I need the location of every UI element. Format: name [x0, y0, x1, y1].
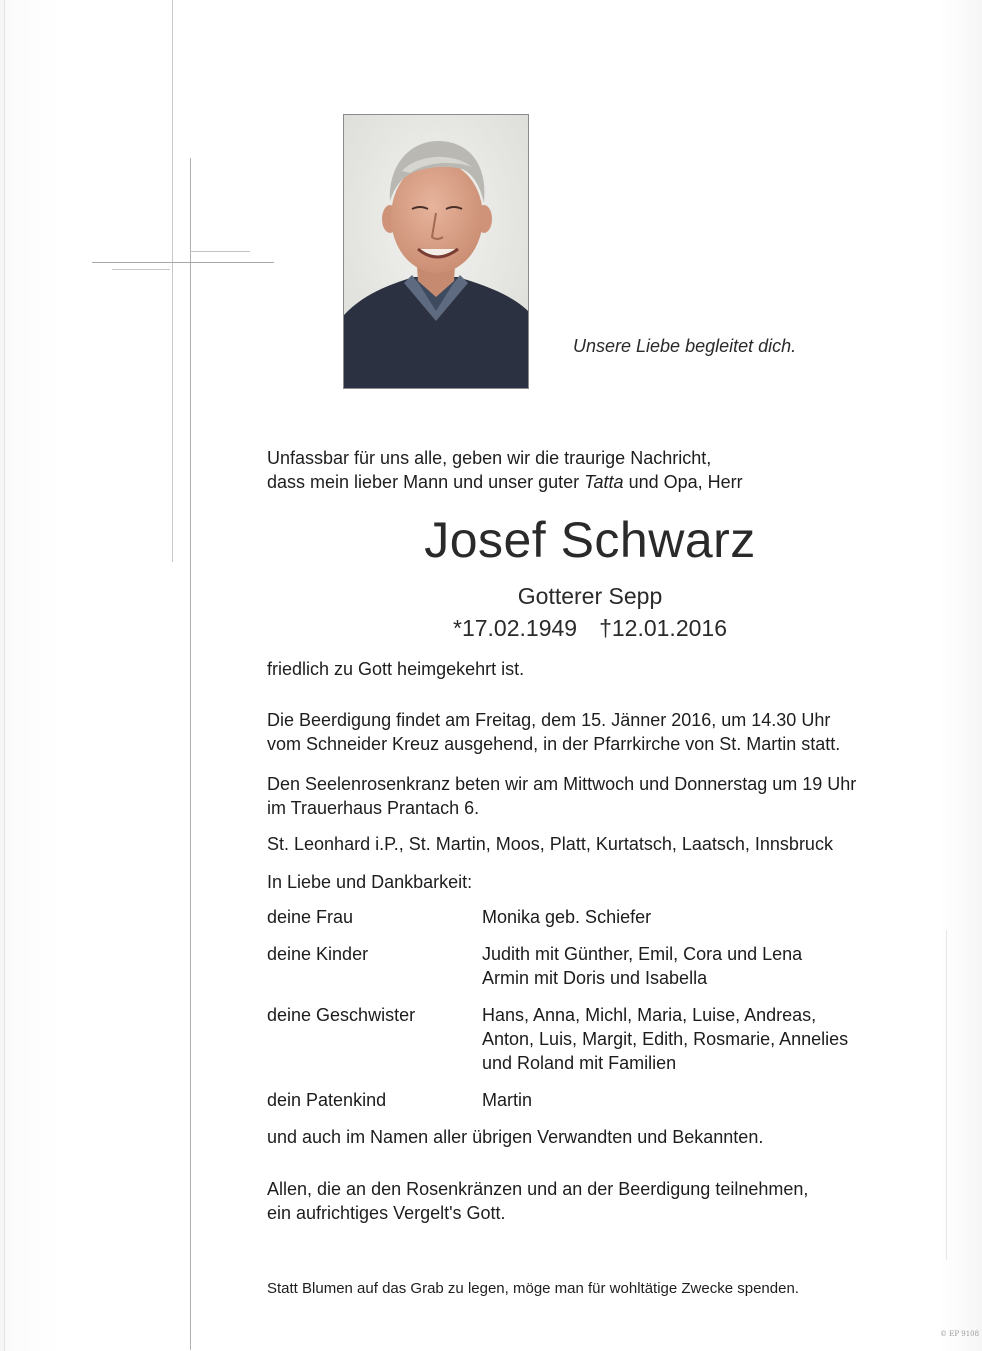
cross-vertical-line: [172, 0, 173, 562]
funeral-paragraph: [267, 708, 840, 756]
family-member-line: Martin: [482, 1090, 533, 1110]
family-member-line: Monika geb. Schiefer: [482, 907, 652, 927]
print-mark: © EP 9108: [940, 1330, 980, 1338]
funeral-line: vom Schneider Kreuz ausgehend, in der Pfarrkirche von St. Martin statt.: [267, 734, 841, 754]
family-member-line: Judith mit Günther, Emil, Cora und Lena: [482, 944, 803, 964]
intro-text: und Opa, Herr: [623, 472, 743, 492]
intro-text: dass mein lieber Mann und unser guter: [267, 472, 585, 492]
family-member-line: Anton, Luis, Margit, Edith, Rosmarie, Annelies: [482, 1029, 849, 1049]
family-label: deine Geschwister: [267, 1005, 416, 1025]
rosary-line: Den Seelenrosenkranz beten wir am Mittwoch und Donnerstag um 19 Uhr: [267, 774, 857, 794]
cross-horizontal-line-offset: [190, 251, 250, 252]
death-date: †12.01.2016: [599, 615, 727, 641]
thanks-line: Allen, die an den Rosenkränzen und an der Beerdigung teilnehmen,: [267, 1179, 809, 1199]
paper-edge-line-right: [946, 930, 947, 1260]
paper-edge-line: [4, 0, 5, 1351]
family-label: deine Frau: [267, 907, 354, 927]
deceased-portrait-photo: [343, 114, 529, 389]
intro-line: Unfassbar für uns alle, geben wir die traurige Nachricht,: [267, 448, 712, 468]
family-member-line: Armin mit Doris und Isabella: [482, 968, 708, 988]
places-list: St. Leonhard i.P., St. Martin, Moos, Platt, Kurtatsch, Laatsch, Innsbruck: [267, 834, 833, 854]
peaceful-text: friedlich zu Gott heimgekehrt ist.: [267, 659, 525, 679]
thanks-paragraph: [267, 1177, 808, 1225]
cross-horizontal-line: [92, 262, 274, 263]
intro-line: [267, 470, 743, 494]
family-members: [482, 942, 802, 990]
intro-italic-text: Tatta: [584, 472, 624, 492]
family-members: [482, 905, 651, 929]
birth-date: *17.02.1949: [453, 615, 578, 641]
family-members: [482, 1003, 848, 1075]
cross-horizontal-line-short: [112, 269, 170, 270]
intro-paragraph: [267, 446, 743, 494]
thanks-line: ein aufrichtiges Vergelt's Gott.: [267, 1203, 506, 1223]
family-label: dein Patenkind: [267, 1090, 387, 1110]
deceased-nickname: Gotterer Sepp: [517, 583, 663, 609]
donation-note: Statt Blumen auf das Grab zu legen, möge man für wohltätige Zwecke spenden.: [267, 1280, 799, 1297]
family-label: deine Kinder: [267, 944, 369, 964]
memorial-quote: Unsere Liebe begleitet dich.: [573, 336, 797, 356]
funeral-line: Die Beerdigung findet am Freitag, dem 15. Jänner 2016, um 14.30 Uhr: [267, 710, 831, 730]
rosary-paragraph: [267, 772, 856, 820]
rosary-line: im Trauerhaus Prantach 6.: [267, 798, 480, 818]
family-member-line: und Roland mit Familien: [482, 1053, 677, 1073]
gratitude-heading: In Liebe und Dankbarkeit:: [267, 872, 473, 892]
relatives-text: und auch im Namen aller übrigen Verwandten und Bekannten.: [267, 1127, 764, 1147]
life-dates: [0, 614, 982, 642]
deceased-name: Josef Schwarz: [424, 512, 756, 568]
cross-vertical-line-offset: [190, 158, 191, 1350]
family-member-line: Hans, Anna, Michl, Maria, Luise, Andreas,: [482, 1005, 817, 1025]
family-members: [482, 1088, 532, 1112]
